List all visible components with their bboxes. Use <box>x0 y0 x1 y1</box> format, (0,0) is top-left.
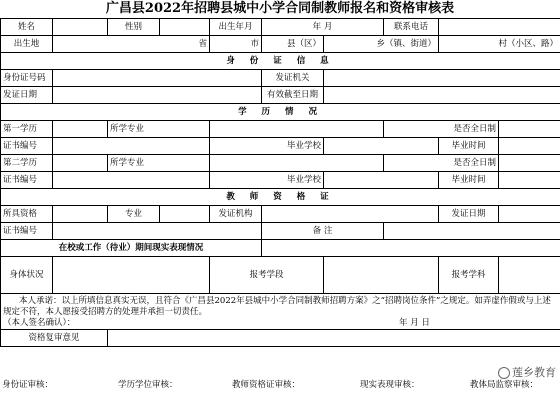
valid-until-label: 有效截至日期 <box>262 87 324 104</box>
cert-review-signature: 教师资格证审核： <box>232 380 301 390</box>
second-degree-label: 第二学历 <box>1 155 53 172</box>
phone-label: 联系电话 <box>384 19 439 36</box>
second-major-label: 所学专业 <box>108 155 210 172</box>
id-number-field[interactable] <box>53 70 262 87</box>
teacher-cert-number-label: 证书编号 <box>1 223 53 240</box>
second-school-label: 毕业学校 <box>210 172 324 189</box>
first-major-label: 所学专业 <box>108 121 210 138</box>
first-fulltime-label: 是否全日制 <box>384 121 499 138</box>
remark-label: 备 注 <box>262 223 384 240</box>
second-degree-field[interactable] <box>53 155 108 172</box>
birth-label: 出生年月 <box>210 19 262 36</box>
signature-date: 年 月 日 <box>399 318 430 328</box>
phone-field[interactable] <box>439 19 560 36</box>
form-title: 广昌县2022年招聘县城中小学合同制教师报名和资格审核表 <box>105 1 455 16</box>
qualification-field[interactable] <box>53 206 108 223</box>
review-field[interactable] <box>108 330 560 347</box>
city-field[interactable]: 市 <box>210 36 262 53</box>
qualification-label: 所具资格 <box>1 206 53 223</box>
name-field[interactable] <box>53 19 108 36</box>
first-fulltime-field[interactable] <box>499 121 560 138</box>
cert-subject-label: 专业 <box>108 206 160 223</box>
valid-until-field[interactable] <box>324 87 560 104</box>
supervision-review-signature: 教体局监察审核： <box>470 380 539 390</box>
cert-agency-label: 发证机构 <box>210 206 262 223</box>
county-field[interactable]: 县（区） <box>262 36 324 53</box>
issuer-label: 发证机关 <box>262 70 324 87</box>
watermark <box>498 364 556 380</box>
edu-section-header: 学 历 情 况 <box>1 104 560 121</box>
second-fulltime-field[interactable] <box>499 155 560 172</box>
teacher-cert-section-header: 教 师 资 格 证 <box>1 189 560 206</box>
teacher-cert-number-field[interactable] <box>53 223 262 240</box>
review-label: 资格复审意见 <box>1 330 108 347</box>
performance-field[interactable] <box>262 240 560 257</box>
town-field[interactable]: 乡（镇、街道） <box>324 36 439 53</box>
second-grad-time-label: 毕业时间 <box>439 172 499 189</box>
first-school-field[interactable] <box>324 138 439 155</box>
cert-agency-field[interactable] <box>262 206 439 223</box>
declaration-cell <box>1 294 560 330</box>
birthplace-label: 出生地 <box>1 36 53 53</box>
watermark-text: 莲乡教育 <box>512 366 556 379</box>
first-degree-label: 第一学历 <box>1 121 53 138</box>
cert-date-field[interactable] <box>499 206 560 223</box>
apply-section-label: 报考学段 <box>210 257 324 294</box>
signature-row <box>0 374 560 392</box>
second-cert-field[interactable] <box>53 172 210 189</box>
second-fulltime-label: 是否全日制 <box>384 155 499 172</box>
second-grad-time-field[interactable] <box>499 172 560 189</box>
first-major-field[interactable] <box>210 121 384 138</box>
apply-subject-label: 报考学科 <box>439 257 499 294</box>
gender-label: 性别 <box>108 19 160 36</box>
gender-field[interactable] <box>160 19 210 36</box>
edu-review-signature: 学历学位审核： <box>118 380 178 390</box>
id-section-header: 身 份 证 信 息 <box>1 53 560 70</box>
remark-field[interactable] <box>384 223 560 240</box>
cert-subject-field[interactable] <box>160 206 210 223</box>
issue-date-label: 发证日期 <box>1 87 53 104</box>
issue-date-field[interactable] <box>53 87 262 104</box>
second-cert-label: 证书编号 <box>1 172 53 189</box>
performance-review-signature: 现实表现审核： <box>360 380 420 390</box>
health-label: 身体状况 <box>1 257 53 294</box>
declaration-text: 本人承诺：以上所填信息真实无误，且符合《广昌县2022年县城中小学合同制教师招聘方案》之“招聘岗位条件”之规定。如弄虚作假或与上述规定不符，本人愿接受招聘方的处理并承担一切责任。 <box>3 296 551 317</box>
first-cert-label: 证书编号 <box>1 138 53 155</box>
application-form-table <box>0 18 560 347</box>
id-number-label: 身份证号码 <box>1 70 53 87</box>
name-label: 姓名 <box>1 19 53 36</box>
birth-field[interactable]: 年 月 <box>262 19 384 36</box>
health-field[interactable] <box>53 257 210 294</box>
issuer-field[interactable] <box>324 70 560 87</box>
first-degree-field[interactable] <box>53 121 108 138</box>
apply-subject-field[interactable] <box>499 257 560 294</box>
first-school-label: 毕业学校 <box>210 138 324 155</box>
first-grad-time-field[interactable] <box>499 138 560 155</box>
province-field[interactable]: 省 <box>53 36 210 53</box>
second-major-field[interactable] <box>210 155 384 172</box>
id-review-signature: 身份证审核： <box>2 380 54 390</box>
first-cert-field[interactable] <box>53 138 210 155</box>
wechat-icon <box>498 367 510 379</box>
signature-prompt: （本人签名确认）： <box>3 318 76 328</box>
first-grad-time-label: 毕业时间 <box>439 138 499 155</box>
cert-date-label: 发证日期 <box>439 206 499 223</box>
second-school-field[interactable] <box>324 172 439 189</box>
village-field[interactable]: 村（小区、路） <box>439 36 560 53</box>
performance-label: 在校或工作（待业）期间现实表现情况 <box>1 240 262 257</box>
apply-section-field[interactable] <box>324 257 439 294</box>
